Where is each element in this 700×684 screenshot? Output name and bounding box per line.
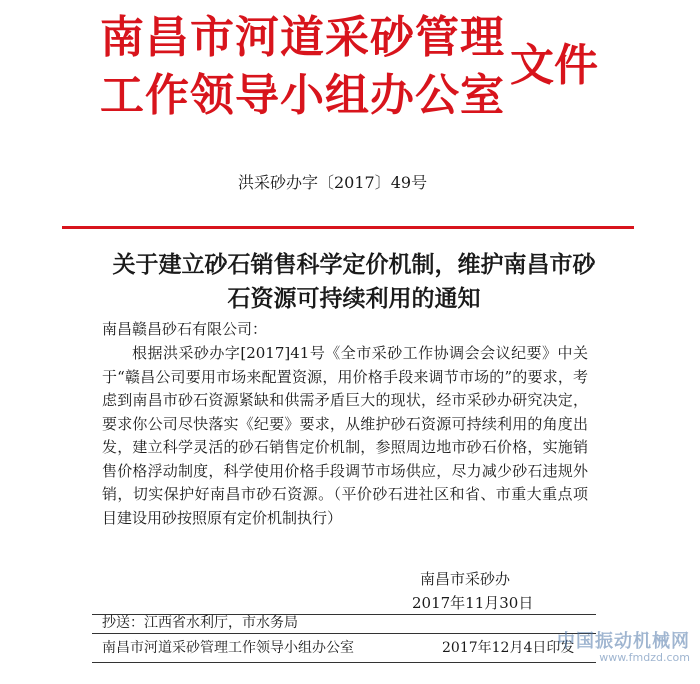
footer-rule-middle xyxy=(92,633,596,634)
body-paragraph: 根据洪采砂办字[2017]41号《全市采砂工作协调会会议纪要》中关于“赣昌公司要用市场来配置资源，用价格手段来调节市场的”的要求，考虑到南昌市砂石资源紧缺和供需矛盾巨大的现状，经市采砂办研究决定，要求你公司尽快落实《纪要》要求，从维护砂石资源可持续利用的角度出发，建立科学灵活的砂石销售定价机制，参照周边地市砂石价格，实施销售价格浮动制度，科学使用价格手段调节市场供应，尽力减少砂石违规外销，切实保护好南昌市砂石资源。（平价砂石进社区和省、市重大重点项目建设用砂按照原有定价机制执行） xyxy=(102,344,588,527)
watermark-name: 中国振动机械网 xyxy=(557,631,690,653)
carbon-copy: 抄送：江西省水利厅，市水务局 xyxy=(102,615,298,631)
document-number: 洪采砂办字〔2017〕49号 xyxy=(238,173,428,192)
footer-rule-bottom xyxy=(92,662,596,663)
salutation: 南昌赣昌砂石有限公司： xyxy=(102,320,268,338)
watermark xyxy=(557,632,690,664)
watermark-url: www.fmdzd.com xyxy=(599,650,690,664)
issuing-office: 南昌市河道采砂管理工作领导小组办公室 xyxy=(102,640,354,656)
header-line-2: 工作领导小组办公室 xyxy=(100,70,505,121)
header-line-1: 南昌市河道采砂管理 xyxy=(100,12,505,63)
document-header xyxy=(100,12,660,132)
header-suffix: 文件 xyxy=(510,40,598,91)
document-title: 关于建立砂石销售科学定价机制，维护南昌市砂石资源可持续利用的通知 xyxy=(112,251,596,312)
red-separator-line xyxy=(62,226,634,229)
print-date: 2017年12月4日印发 xyxy=(442,640,575,656)
sign-date: 2017年11月30日 xyxy=(412,594,534,612)
signer: 南昌市采砂办 xyxy=(420,570,511,588)
